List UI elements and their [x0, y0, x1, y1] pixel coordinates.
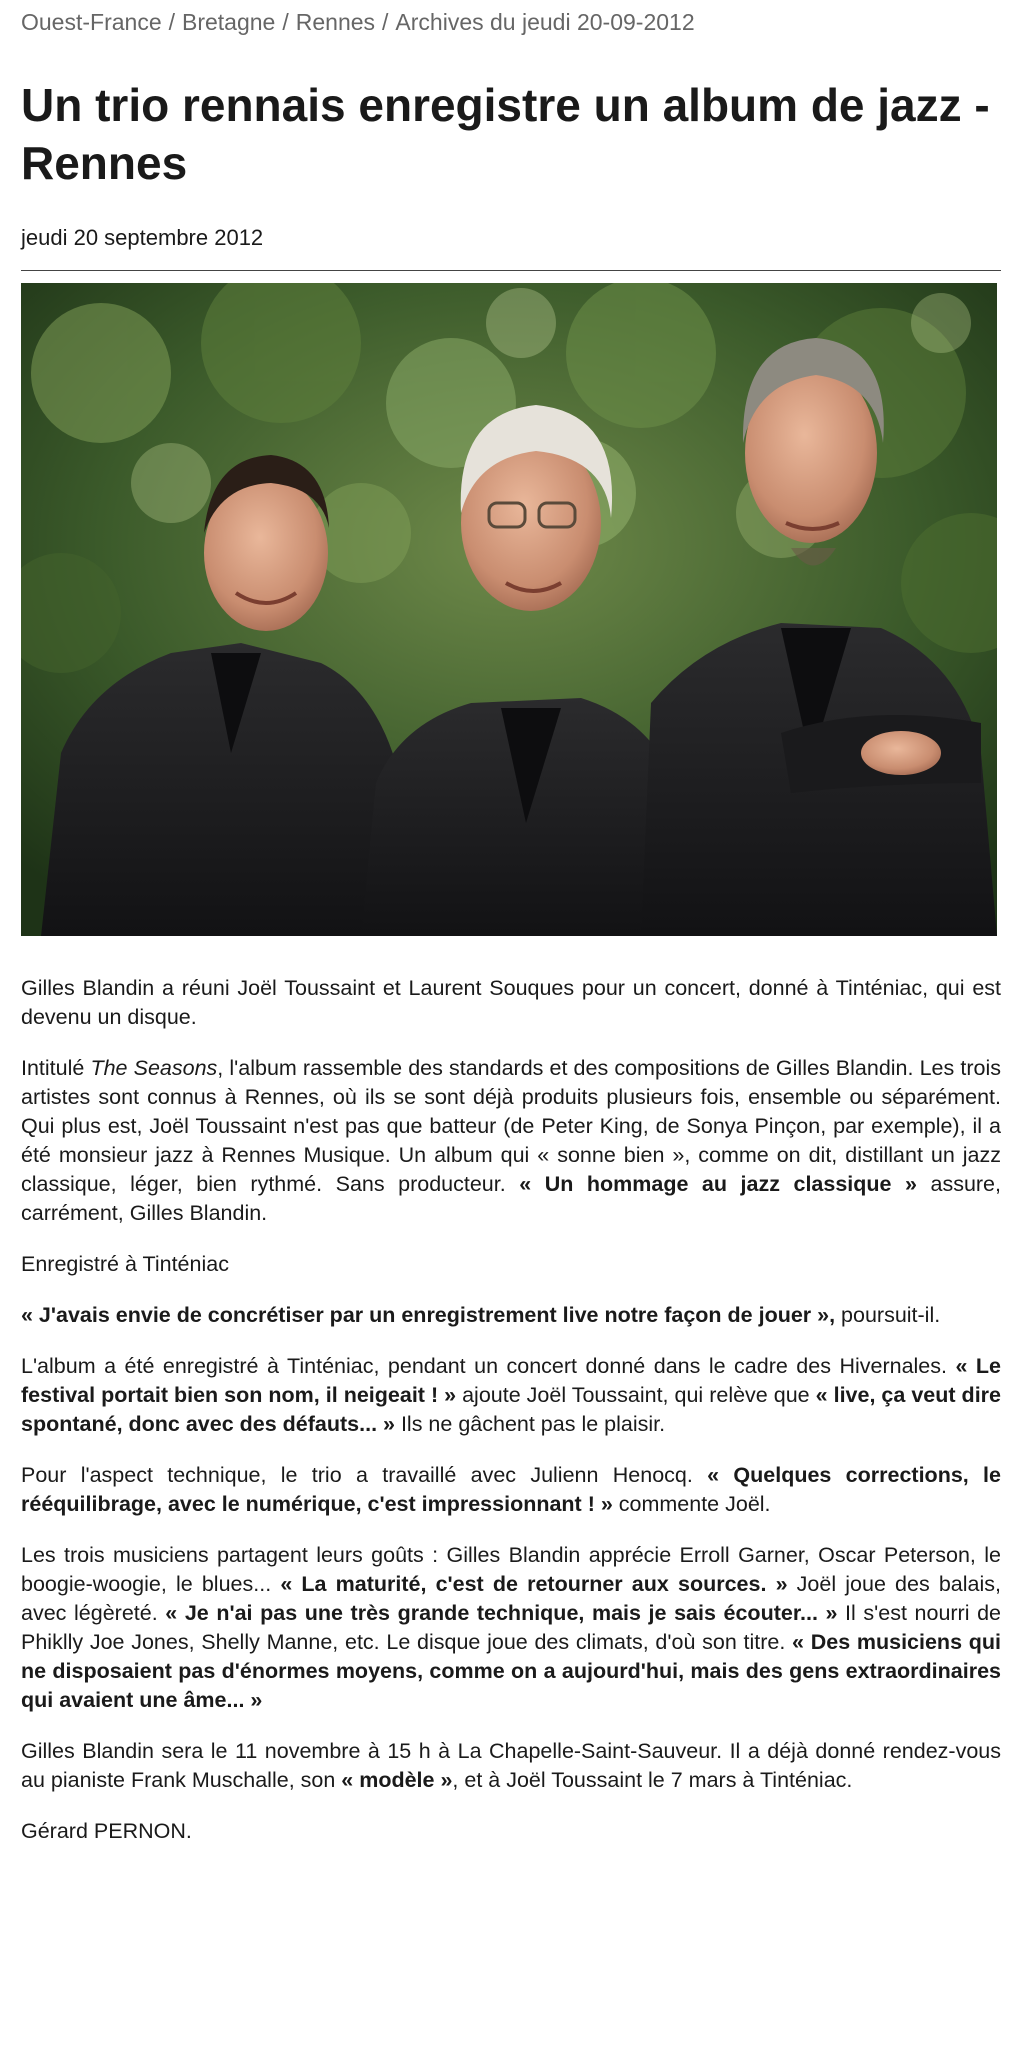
paragraph-text: Intitulé	[21, 1056, 91, 1080]
paragraph-text: Gilles Blandin a réuni Joël Toussaint et Laurent Souques pour un concert, donné à Tinténiac, qui est devenu un disque.	[21, 976, 1001, 1029]
breadcrumb-separator: /	[282, 9, 289, 35]
paragraph-text: Ils ne gâchent pas le plaisir.	[394, 1412, 666, 1436]
article-paragraph	[21, 1461, 1001, 1519]
paragraph-text: , l'album rassemble des standards et des compositions de Gilles Blandin. Les trois artistes sont connus à Rennes, où ils se sont déjà produits plusieurs fois, ensemble ou séparément. Qui plus est, Joël Toussaint n'est pas que batteur (de Peter King, de Sonya Pinçon, par exemple), il a été monsieur jazz à Rennes Musique. Un album qui « sonne bien », comme on dit, distillant un jazz classique, léger, bien rythmé. Sans producteur.	[21, 1056, 1001, 1196]
breadcrumb-separator: /	[168, 9, 175, 35]
paragraph-text: Enregistré à Tinténiac	[21, 1252, 229, 1276]
paragraph-text: assure, carrément, Gilles Blandin.	[21, 1172, 1001, 1225]
breadcrumb-item-rennes[interactable]: Rennes	[295, 9, 376, 35]
quote-text: « Le festival portait bien son nom, il neigeait ! »	[21, 1354, 1001, 1407]
article-paragraph	[21, 1250, 1001, 1279]
breadcrumb-item-bretagne[interactable]: Bretagne	[182, 9, 276, 35]
quote-text: « Je n'ai pas une très grande technique, mais je sais écouter... »	[165, 1601, 838, 1625]
article-photo	[21, 283, 997, 936]
article-title: Un trio rennais enregistre un album de jazz - Rennes	[21, 79, 990, 189]
paragraph-text: poursuit-il.	[835, 1303, 941, 1327]
paragraph-text: Il s'est nourri de Phiklly Joe Jones, Shelly Manne, etc. Le disque joue des climats, d'où son titre.	[21, 1601, 1002, 1654]
quote-text: « J'avais envie de concrétiser par un enregistrement live notre façon de jouer »,	[21, 1303, 836, 1327]
paragraph-text: , et à Joël Toussaint le 7 mars à Tinténiac.	[452, 1768, 853, 1792]
paragraph-text: Pour l'aspect technique, le trio a travaillé avec Julienn Henocq.	[21, 1463, 708, 1487]
paragraph-text: commente Joël.	[612, 1492, 771, 1516]
quote-text: « Quelques corrections, le rééquilibrage, avec le numérique, c'est impressionnant ! »	[21, 1463, 1001, 1516]
album-title-text: The Seasons	[90, 1056, 218, 1080]
article-paragraph	[21, 1817, 1001, 1846]
article-paragraph	[21, 1301, 1001, 1330]
photo-of-three-musicians	[21, 283, 997, 936]
breadcrumb	[21, 6, 1001, 38]
article-paragraph	[21, 1541, 1001, 1715]
paragraph-text: Gilles Blandin sera le 11 novembre à 15 h à La Chapelle-Saint-Sauveur. Il a déjà donné rendez-vous au pianiste Frank Muschalle, son	[21, 1739, 1001, 1792]
quote-text: « modèle »	[341, 1768, 453, 1792]
article-paragraph	[21, 1352, 1001, 1439]
header-divider	[21, 270, 1001, 271]
paragraph-text: Gérard PERNON.	[21, 1819, 192, 1843]
article-paragraph	[21, 1737, 1001, 1795]
paragraph-text: L'album a été enregistré à Tinténiac, pendant un concert donné dans le cadre des Hivernales.	[21, 1354, 956, 1378]
article-date: jeudi 20 septembre 2012	[21, 225, 264, 250]
quote-text: « live, ça veut dire spontané, donc avec des défauts... »	[21, 1383, 1001, 1436]
article-paragraph	[21, 1054, 1001, 1228]
quote-text: « Un hommage au jazz classique »	[519, 1172, 917, 1196]
quote-text: « Des musiciens qui ne disposaient pas d'énormes moyens, comme on a aujourd'hui, mais des gens extraordinaires qui avaient une âme... »	[21, 1630, 1001, 1712]
paragraph-text: Joël joue des balais, avec légèreté.	[21, 1572, 1001, 1625]
article-page	[21, 0, 1001, 1868]
breadcrumb-item-ouest-france[interactable]: Ouest-France	[21, 9, 162, 35]
breadcrumb-separator: /	[382, 9, 389, 35]
paragraph-text: ajoute Joël Toussaint, qui relève que	[456, 1383, 816, 1407]
article-paragraph	[21, 974, 1001, 1032]
paragraph-text: Les trois musiciens partagent leurs goûts : Gilles Blandin apprécie Erroll Garner, Oscar Peterson, le boogie-woogie, le blues...	[21, 1543, 1001, 1596]
quote-text: « La maturité, c'est de retourner aux sources. »	[280, 1572, 788, 1596]
breadcrumb-item-archives[interactable]: Archives du jeudi 20-09-2012	[395, 9, 695, 35]
article-body	[21, 974, 1001, 1846]
